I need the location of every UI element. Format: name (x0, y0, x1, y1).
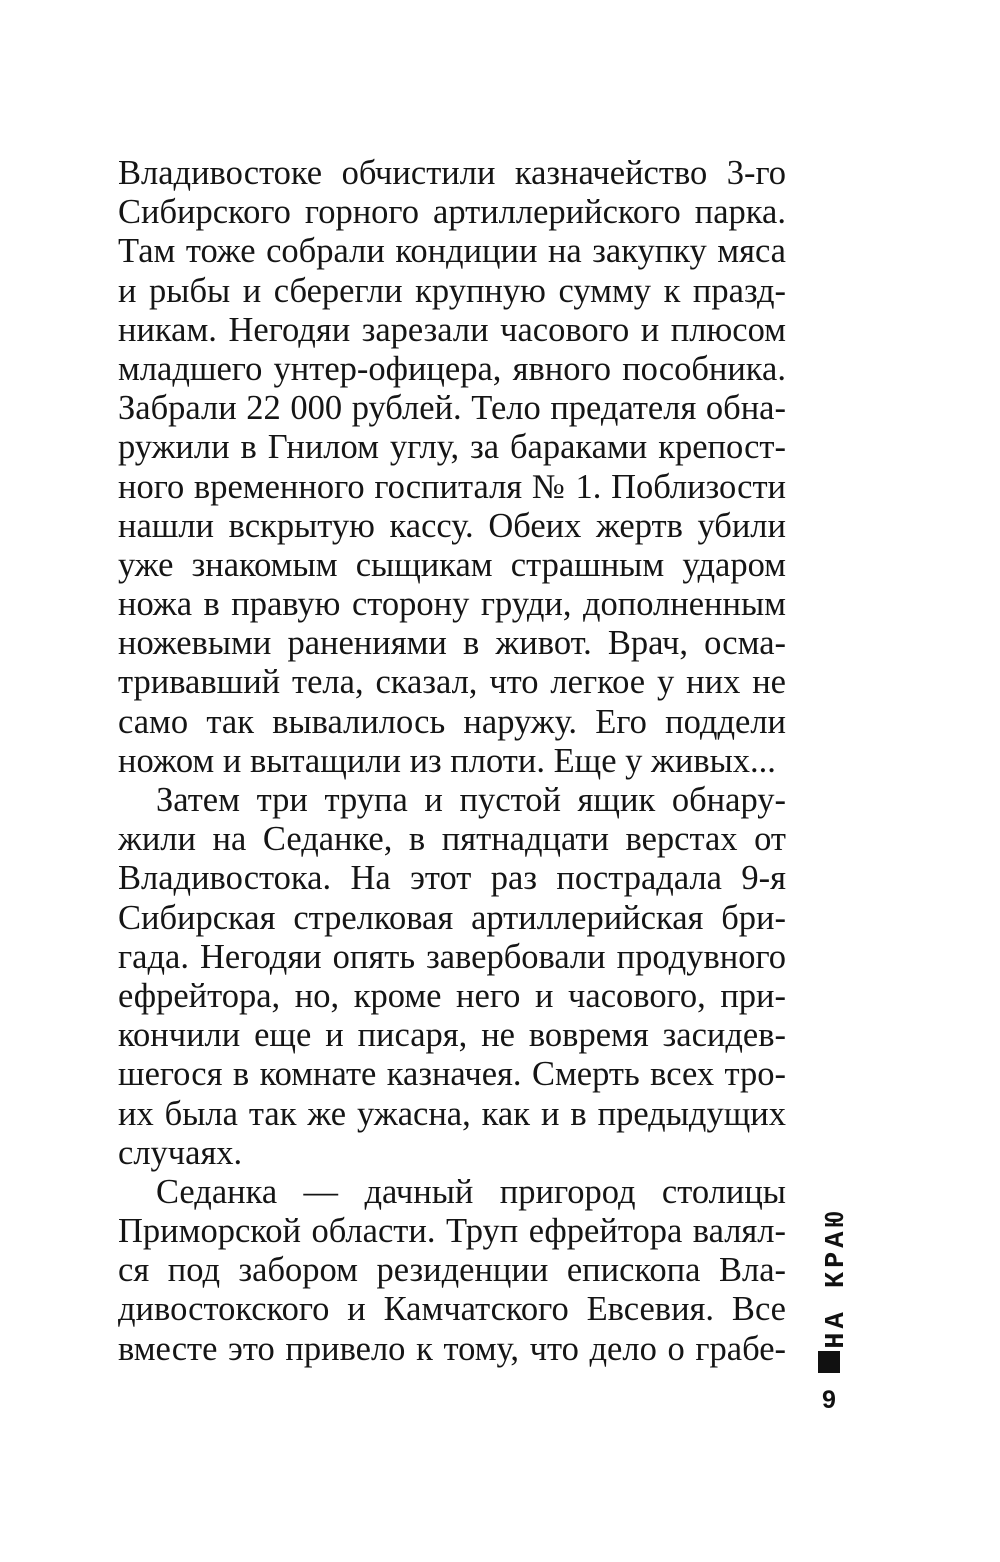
text-line: Владивостоке обчистили казначейство 3-го (118, 154, 786, 192)
running-head-text: НА КРАЮ (822, 1207, 852, 1349)
text-line: тривавший тела, сказал, что легкое у них не (118, 663, 786, 702)
running-head (812, 1207, 862, 1349)
text-line: нашли вскрытую кассу. Обеих жертв убили (118, 506, 786, 545)
text-line: ружили в Гнилом углу, за бараками крепост- (118, 428, 786, 467)
text-line: само так вывалилось наружу. Его поддели (118, 702, 786, 741)
text-line: Приморской области. Труп ефрейтора валял- (118, 1212, 786, 1251)
square-bullet-icon (818, 1351, 840, 1373)
text-line: дивостокского и Камчатского Евсевия. Все (118, 1290, 786, 1329)
text-line: кончили еще и писаря, не вовремя засидев- (118, 1016, 786, 1055)
text-line: жили на Седанке, в пятнадцати верстах от (118, 820, 786, 859)
text-line: Сибирского горного артиллерийского парка. (118, 193, 786, 232)
text-line: уже знакомым сыщикам страшным ударом (118, 545, 786, 584)
text-line: шегося в комнате казначея. Смерть всех тро- (118, 1055, 786, 1094)
text-line: младшего унтер-офицера, явного пособника. (118, 349, 786, 388)
text-line: случаях. (118, 1133, 243, 1172)
text-line: Сибирская стрелковая артиллерийская бри- (118, 898, 786, 937)
text-line: Затем три трупа и пустой ящик обнару- (156, 781, 786, 819)
text-line: Там тоже собрали кондиции на закупку мяса (118, 232, 786, 271)
text-line: ножом и вытащили из плоти. Еще у живых... (118, 741, 776, 780)
text-line: ефрейтора, но, кроме него и часового, при- (118, 976, 786, 1015)
text-line: ся под забором резиденции епископа Вла- (118, 1251, 786, 1290)
text-line: ного временного госпиталя № 1. Поблизости (118, 467, 786, 506)
text-line: вместе это привело к тому, что дело о грабе- (118, 1329, 786, 1368)
text-line: Седанка — дачный пригород столицы (156, 1172, 786, 1211)
text-line: их была так же ужасна, как и в предыдущих (118, 1094, 786, 1133)
body-text (118, 154, 786, 1369)
text-line: и рыбы и сберегли крупную сумму к празд- (118, 271, 786, 310)
text-line: Забрали 22 000 рублей. Тело предателя обна- (118, 389, 786, 428)
text-line: Владивостока. На этот раз пострадала 9-я (118, 859, 786, 898)
text-line: ножа в правую сторону груди, дополненным (118, 585, 786, 624)
text-line: гада. Негодяи опять завербовали продувного (118, 937, 786, 976)
page-number: 9 (822, 1386, 836, 1414)
text-line: ножевыми ранениями в живот. Врач, осма- (118, 624, 786, 663)
text-line: никам. Негодяи зарезали часового и плюсом (118, 310, 786, 349)
